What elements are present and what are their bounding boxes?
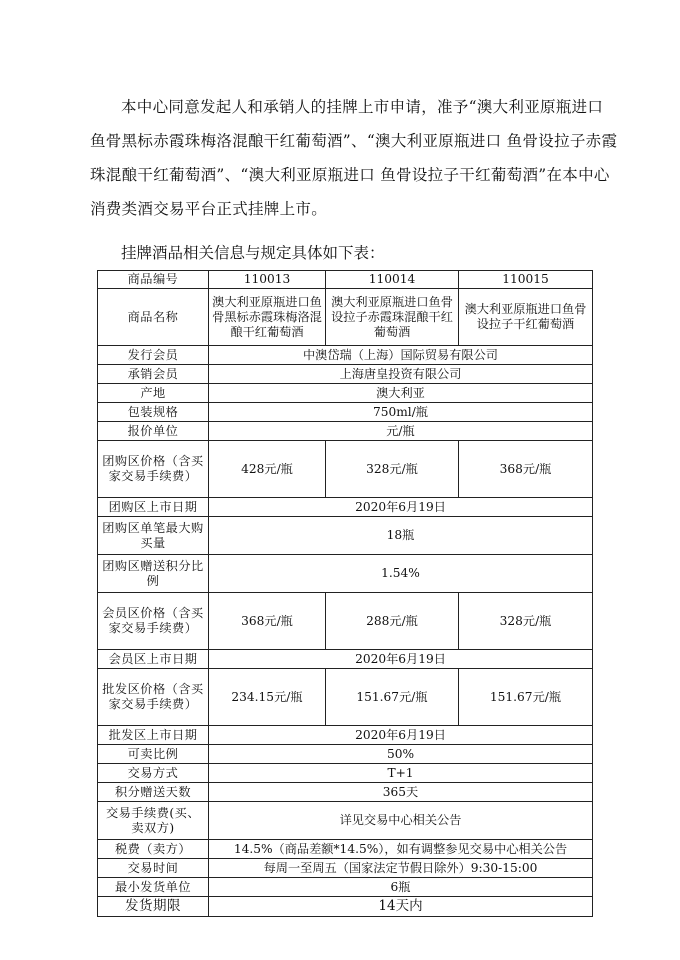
quote-unit-value: 元/瓶 [209, 422, 593, 441]
member-date-value: 2020年6月19日 [209, 650, 593, 669]
group-date-value: 2020年6月19日 [209, 498, 593, 517]
min-ship-label: 最小发货单位 [98, 878, 209, 897]
table-row [98, 441, 593, 498]
group-date-label: 团购区上市日期 [98, 498, 209, 517]
member-price-label: 会员区价格（含买家交易手续费） [98, 593, 209, 650]
code-cell: 110015 [459, 271, 593, 289]
table-row [98, 289, 593, 346]
min-ship-value: 6瓶 [209, 878, 593, 897]
table-row [98, 422, 593, 441]
name-label: 商品名称 [98, 289, 209, 346]
table-row [98, 802, 593, 840]
table-row [98, 403, 593, 422]
table-caption: 挂牌酒品相关信息与规定具体如下表： [121, 244, 385, 262]
table-row [98, 650, 593, 669]
group-max-value: 18瓶 [209, 517, 593, 555]
trade-time-label: 交易时间 [98, 859, 209, 878]
underwriter-label: 承销会员 [98, 365, 209, 384]
table-row [98, 346, 593, 365]
member-price-cell: 288元/瓶 [326, 593, 459, 650]
wholesale-price-cell: 151.67元/瓶 [459, 669, 593, 726]
member-date-label: 会员区上市日期 [98, 650, 209, 669]
wholesale-date-label: 批发区上市日期 [98, 726, 209, 745]
trade-time-value: 每周一至周五（国家法定节假日除外）9:30-15:00 [209, 859, 593, 878]
group-price-cell: 328元/瓶 [326, 441, 459, 498]
group-points-label: 团购区赠送积分比例 [98, 555, 209, 593]
issuer-value: 中澳岱瑞（上海）国际贸易有限公司 [209, 346, 593, 365]
code-cell: 110014 [326, 271, 459, 289]
group-price-cell: 368元/瓶 [459, 441, 593, 498]
tax-value: 14.5%（商品差额*14.5%），如有调整参见交易中心相关公告 [209, 840, 593, 859]
table-row [98, 593, 593, 650]
wholesale-price-label: 批发区价格（含买家交易手续费） [98, 669, 209, 726]
ship-period-label: 发货期限 [98, 897, 209, 917]
group-points-value: 1.54% [209, 555, 593, 593]
table-row [98, 669, 593, 726]
group-price-label: 团购区价格（含买家交易手续费） [98, 441, 209, 498]
wholesale-date-value: 2020年6月19日 [209, 726, 593, 745]
table-row [98, 878, 593, 897]
sellable-label: 可卖比例 [98, 745, 209, 764]
member-price-cell: 328元/瓶 [459, 593, 593, 650]
intro-paragraph: 本中心同意发起人和承销人的挂牌上市申请，准予“澳大利亚原瓶进口 鱼骨黑标赤霞珠梅洛混酿干红葡萄酒”、“澳大利亚原瓶进口 鱼骨设拉子赤霞珠混酿干红葡萄酒”、“澳大利亚原瓶进口 鱼骨设拉子干红葡萄酒”在本中心消费类酒交易平台正式挂牌上市。 [90, 98, 618, 218]
member-price-cell: 368元/瓶 [209, 593, 326, 650]
fee-label: 交易手续费(买、卖双方) [98, 802, 209, 840]
listing-table [97, 270, 593, 917]
fee-value: 详见交易中心相关公告 [209, 802, 593, 840]
table-row [98, 726, 593, 745]
name-cell: 澳大利亚原瓶进口鱼骨设拉子干红葡萄酒 [459, 289, 593, 346]
quote-unit-label: 报价单位 [98, 422, 209, 441]
table-row [98, 555, 593, 593]
issuer-label: 发行会员 [98, 346, 209, 365]
table-row [98, 783, 593, 802]
points-days-value: 365天 [209, 783, 593, 802]
wholesale-price-cell: 234.15元/瓶 [209, 669, 326, 726]
origin-value: 澳大利亚 [209, 384, 593, 403]
tax-label: 税费（卖方） [98, 840, 209, 859]
underwriter-value: 上海唐皇投资有限公司 [209, 365, 593, 384]
name-cell: 澳大利亚原瓶进口鱼骨黑标赤霞珠梅洛混酿干红葡萄酒 [209, 289, 326, 346]
group-price-cell: 428元/瓶 [209, 441, 326, 498]
table-row [98, 840, 593, 859]
ship-period-value: 14天内 [209, 897, 593, 917]
table-row [98, 384, 593, 403]
code-label: 商品编号 [98, 271, 209, 289]
table-row [98, 271, 593, 289]
table-row [98, 365, 593, 384]
table-row [98, 498, 593, 517]
package-label: 包装规格 [98, 403, 209, 422]
table-row [98, 897, 593, 917]
group-max-label: 团购区单笔最大购买量 [98, 517, 209, 555]
origin-label: 产地 [98, 384, 209, 403]
table-row [98, 517, 593, 555]
mode-label: 交易方式 [98, 764, 209, 783]
table-row [98, 745, 593, 764]
wholesale-price-cell: 151.67元/瓶 [326, 669, 459, 726]
code-cell: 110013 [209, 271, 326, 289]
name-cell: 澳大利亚原瓶进口鱼骨设拉子赤霞珠混酿干红葡萄酒 [326, 289, 459, 346]
sellable-value: 50% [209, 745, 593, 764]
package-value: 750ml/瓶 [209, 403, 593, 422]
points-days-label: 积分赠送天数 [98, 783, 209, 802]
table-row [98, 764, 593, 783]
table-row [98, 859, 593, 878]
mode-value: T+1 [209, 764, 593, 783]
